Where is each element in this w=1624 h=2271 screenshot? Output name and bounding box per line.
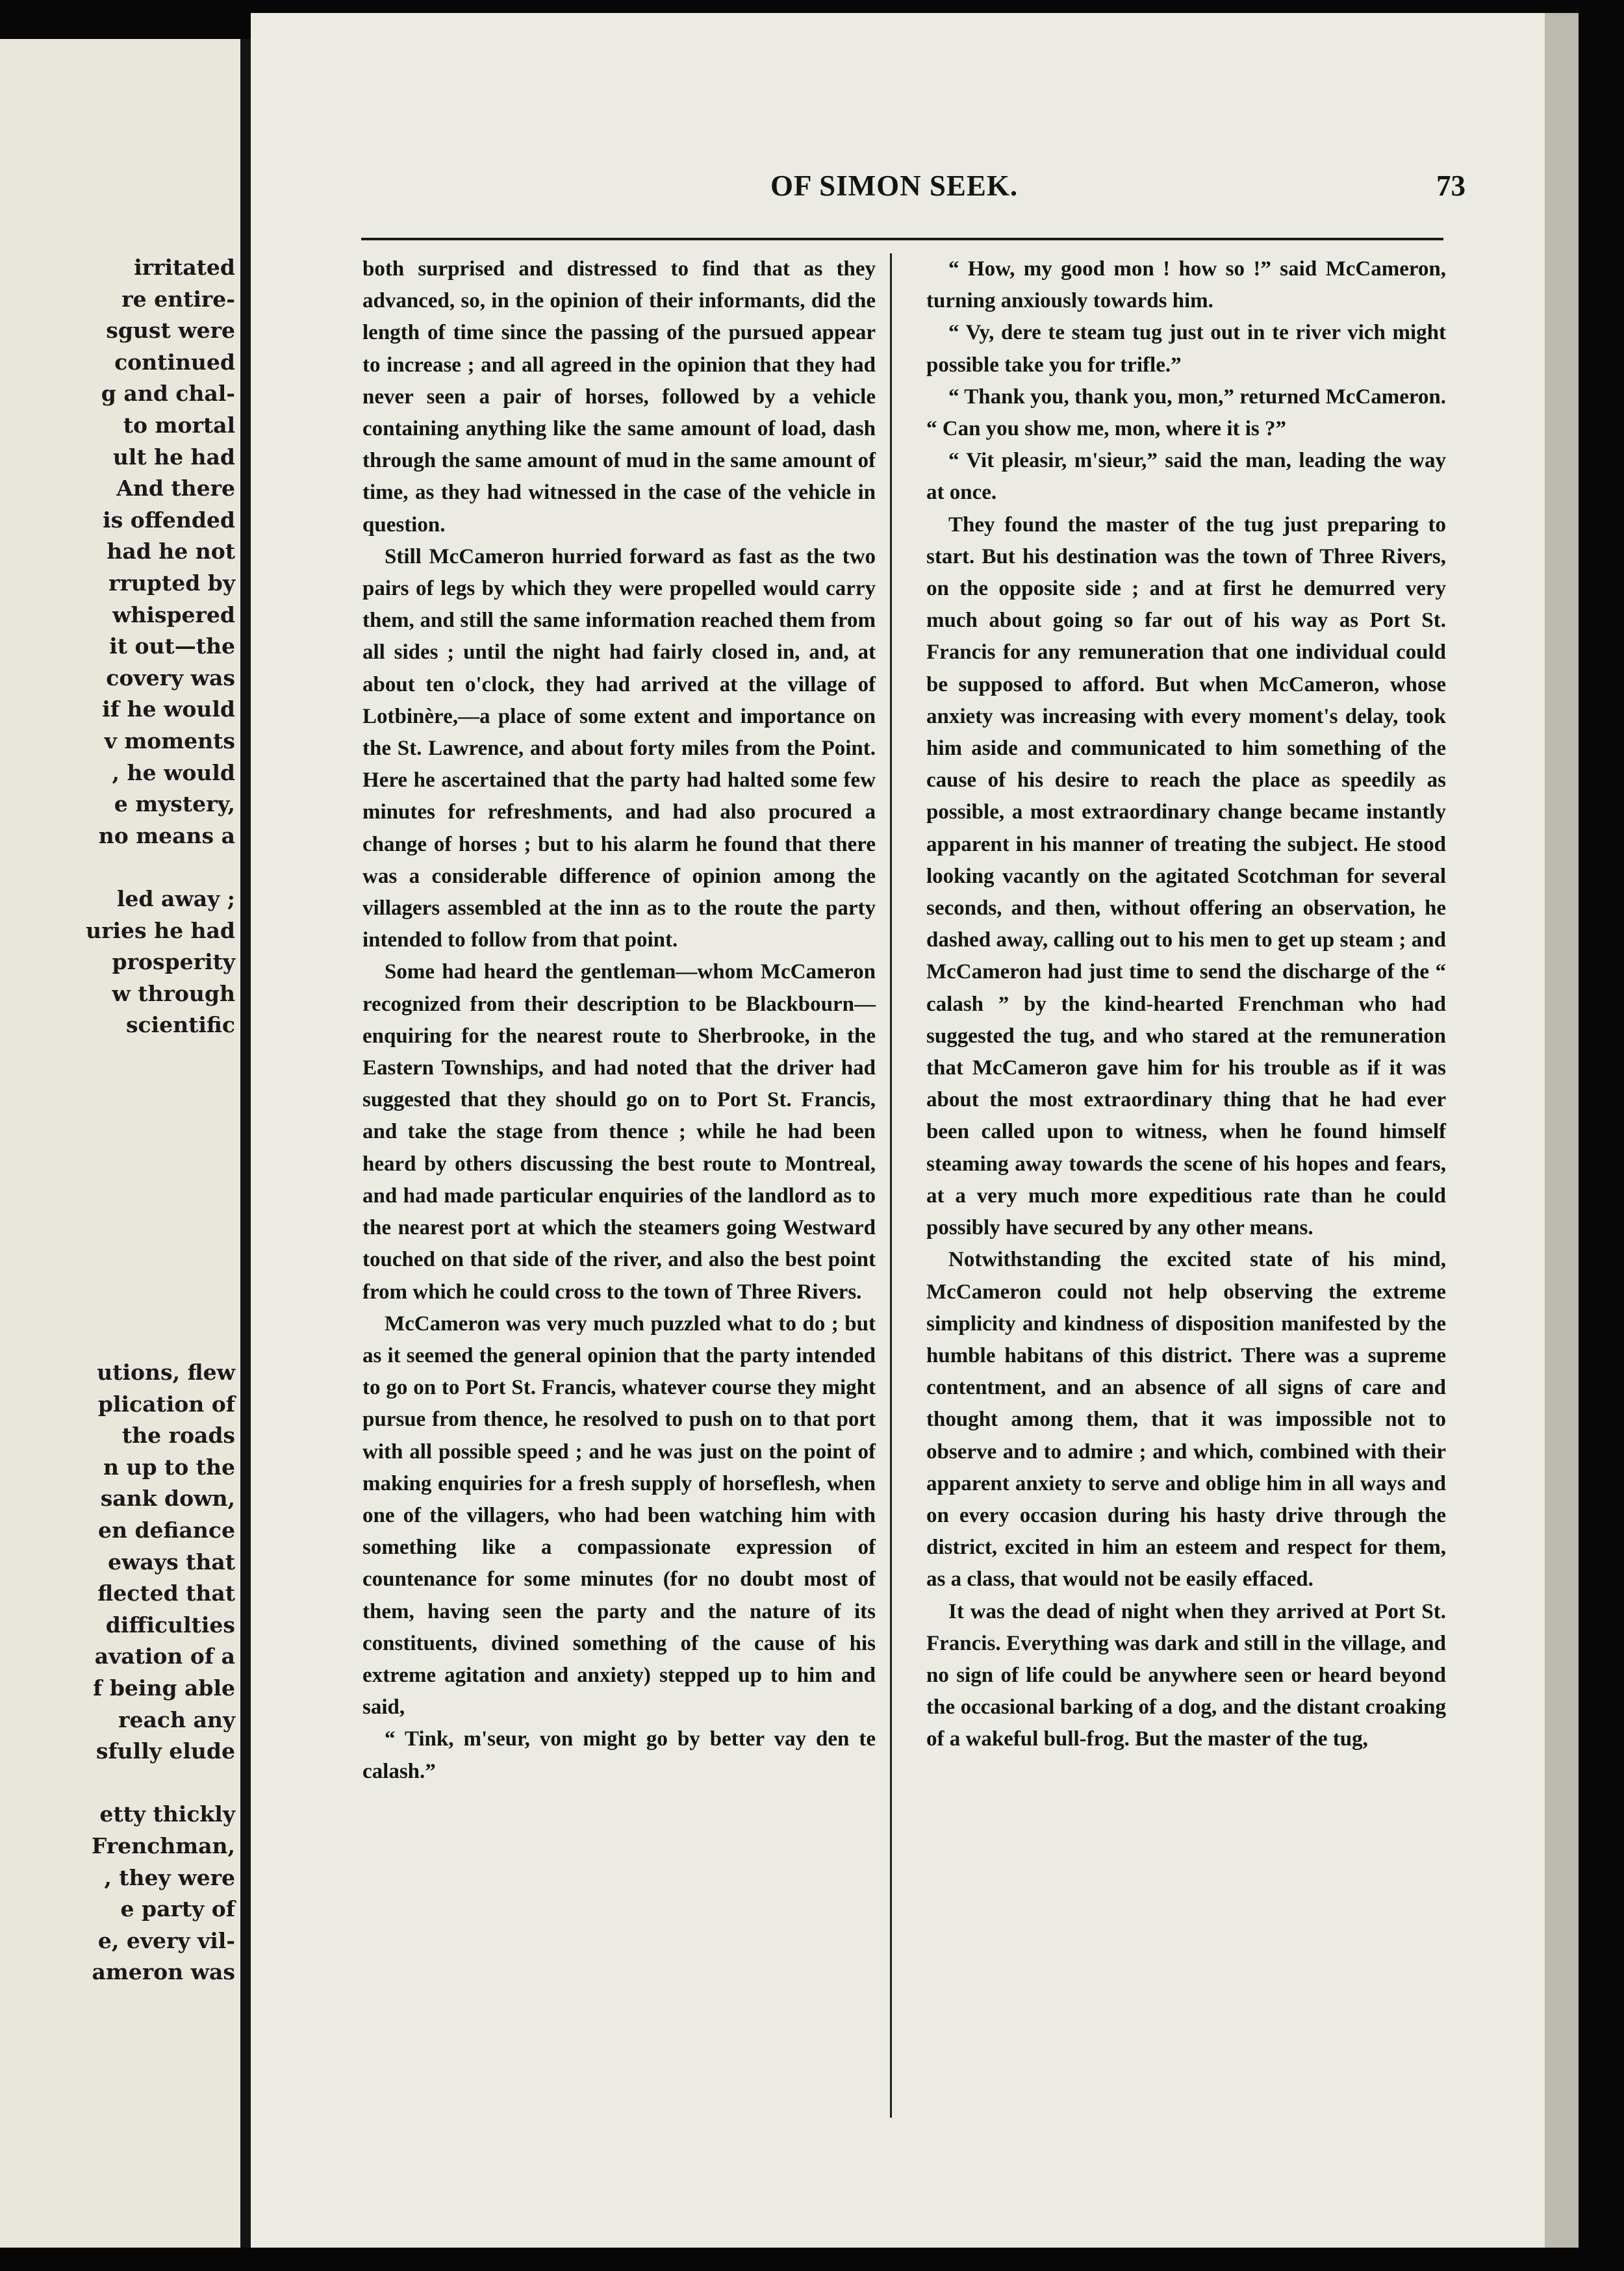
facing-page-line: f being able — [93, 1675, 235, 1701]
page-number: 73 — [1436, 170, 1465, 202]
facing-page-line: g and chal- — [101, 381, 235, 407]
facing-page-line: is offended — [103, 507, 235, 533]
facing-page-line: the roads — [121, 1423, 235, 1449]
facing-page-line: avation of a — [94, 1643, 235, 1669]
paragraph: McCameron was very much puzzled what to do ; but as it seemed the general opinion that the party intended to go on to Port St. Francis, whatever course they might pursue from thence, he resolved to push on to that port with all possible speed ; and he was just on the point of making enquiries for a fresh supply of horseflesh, when one of the villagers, who had been watching him with something like a compassionate expression of countenance for some minutes (for no doubt most of them, having seen the party and the nature of its constituents, divined something of the cause of his extreme agitation and anxiety) stepped up to him and said, — [362, 1312, 876, 1719]
facing-page-line: flected that — [97, 1580, 235, 1606]
facing-page-line: And there — [116, 476, 235, 501]
facing-page-line: e, every vil- — [97, 1927, 235, 1953]
page-edge — [1545, 13, 1579, 2248]
facing-page-line: e party of — [120, 1896, 235, 1922]
facing-page-line: difficulties — [105, 1612, 235, 1638]
page-header — [361, 169, 1465, 221]
paragraph: “ Vy, dere te steam tug just out in te river vich might possible take you for trifle.” — [926, 321, 1446, 377]
facing-page-line: eways that — [108, 1549, 235, 1575]
book-page — [251, 13, 1579, 2248]
facing-page-line: no means a — [98, 822, 235, 848]
facing-page-line: sgust were — [106, 318, 235, 344]
facing-page-line: utions, flew — [97, 1360, 235, 1385]
facing-page-line: en defiance — [97, 1517, 235, 1543]
running-title: OF SIMON SEEK. — [770, 170, 1019, 202]
paragraph: Some had heard the gentleman—whom McCameron recognized from their description to be Blackbourn—enquiring for the nearest route to Sherbrooke, in the Eastern Townships, and had noted that the driver had suggested that they should go on to Port St. Francis, and take the stage from thence ; while he had been heard by others discussing the best route to Montreal, and had made particular enquiries of the landlord as to the nearest port at which the steamers going Westward touched on that side of the river, and also the best point from which he could cross to the town of Three Rivers. — [362, 960, 876, 1304]
facing-page-line: etty thickly — [99, 1801, 235, 1827]
facing-page-line: rrupted by — [108, 570, 235, 596]
facing-page-line: v moments — [104, 728, 235, 754]
left-text-column — [362, 253, 876, 1788]
facing-page-line: re entire- — [121, 286, 235, 312]
facing-page-line: scientific — [125, 1012, 235, 1038]
paragraph: both surprised and distressed to find that as they advanced, so, in the opinion of their informants, did the length of time since the passing of the pursued appear to increase ; and all agreed in the opinion that they had never seen a pair of horses, followed by a vehicle containing anything like the same amount of load, dash through the same amount of mud in the same amount of time, as they had witnessed in the case of the vehicle in question. — [362, 257, 876, 537]
facing-page-line: n up to the — [103, 1454, 235, 1480]
facing-page-line: irritated — [134, 255, 235, 280]
right-text-column — [926, 253, 1446, 1756]
facing-page-line: reach any — [118, 1706, 235, 1732]
facing-page-line: ameron was — [92, 1959, 235, 1985]
facing-page-line: led away ; — [116, 886, 235, 911]
paragraph: “ How, my good mon ! how so !” said McCameron, turning anxiously towards him. — [926, 257, 1446, 313]
header-rule — [361, 238, 1443, 240]
facing-page-line: w through — [112, 980, 235, 1006]
column-divider — [890, 253, 892, 2118]
facing-page-line: , he would — [112, 759, 235, 785]
facing-page-line: it out—the — [109, 633, 235, 659]
paragraph: Notwithstanding the excited state of his mind, McCameron could not help observing the extreme simplicity and kindness of disposition manifested by the humble habitans of this district. There was a supreme contentment, and an absence of all signs of care and thought among them, that it was impossible not to observe and to admire ; and which, combined with their apparent anxiety to serve and oblige him in all ways and on every occasion during his hasty drive through the district, excited in him an esteem and respect for them, as a class, that would not be easily effaced. — [926, 1248, 1446, 1592]
paragraph: “ Vit pleasir, m'sieur,” said the man, leading the way at once. — [926, 449, 1446, 505]
paragraph: “ Tink, m'seur, von might go by better vay den te calash.” — [362, 1727, 876, 1783]
facing-page-line: had he not — [107, 539, 235, 565]
facing-page-line: Frenchman, — [91, 1833, 235, 1859]
facing-page-line: uries he had — [86, 917, 235, 943]
facing-page-fragment — [0, 39, 240, 2248]
paragraph: They found the master of the tug just preparing to start. But his destination was the town of Three Rivers, on the opposite side ; and at first he demurred very much about going so far out of his way as Port St. Francis for any remuneration that one individual could be supposed to afford. But when McCameron, whose anxiety was increasing with every moment's delay, took him aside and communicated to him something of the cause of his desire to reach the place as speedily as possible, a most extraordinary change became instantly apparent in his manner of treating the subject. He stood looking vacantly on the agitated Scotchman for several seconds, and then, without offering an observation, he dashed away, calling out to his men to get up steam ; and McCameron had just time to send the discharge of the “ calash ” by the kind-hearted Frenchman who had suggested the tug, and who stared at the remuneration that McCameron gave him for his trouble as if it was about the most extraordinary thing that he had ever been called upon to witness, when he found himself steaming away towards the scene of his hopes and fears, at a very much more expeditious rate than he could possibly have secured by any other means. — [926, 513, 1446, 1240]
paragraph: Still McCameron hurried forward as fast as the two pairs of legs by which they were propelled would carry them, and still the same information reached them from all sides ; until the night had fairly closed in, and, at about ten o'clock, they had arrived at the village of Lotbinère,—a place of some extent and importance on the St. Lawrence, and about forty miles from the Point. Here he ascertained that the party had halted some few minutes for refreshments, and had also procured a change of horses ; but to his alarm he found that there was a considerable difference of opinion among the villagers assembled at the inn as to the route the party intended to follow from that point. — [362, 544, 876, 952]
facing-page-line: whispered — [112, 602, 235, 628]
book-gutter — [240, 39, 251, 2248]
facing-page-line: sfully elude — [95, 1738, 235, 1764]
facing-page-line: e mystery, — [114, 791, 235, 817]
paragraph: “ Thank you, thank you, mon,” returned McCameron. “ Can you show me, mon, where it is ?” — [926, 385, 1446, 441]
facing-page-line: ult he had — [112, 444, 235, 470]
paragraph: It was the dead of night when they arrived at Port St. Francis. Everything was dark and still in the village, and no sign of life could be anywhere seen or heard beyond the occasional barking of a dog, and the distant croaking of a wakeful bull-frog. But the master of the tug, — [926, 1599, 1446, 1751]
facing-page-line: covery was — [106, 665, 235, 691]
facing-page-line: if he would — [102, 696, 235, 722]
facing-page-line: plication of — [97, 1391, 235, 1417]
facing-page-line: prosperity — [112, 949, 235, 975]
facing-page-line: continued — [114, 349, 235, 375]
facing-page-line: , they were — [104, 1864, 235, 1890]
facing-page-line: to mortal — [123, 412, 235, 438]
facing-page-line: sank down, — [100, 1486, 235, 1512]
